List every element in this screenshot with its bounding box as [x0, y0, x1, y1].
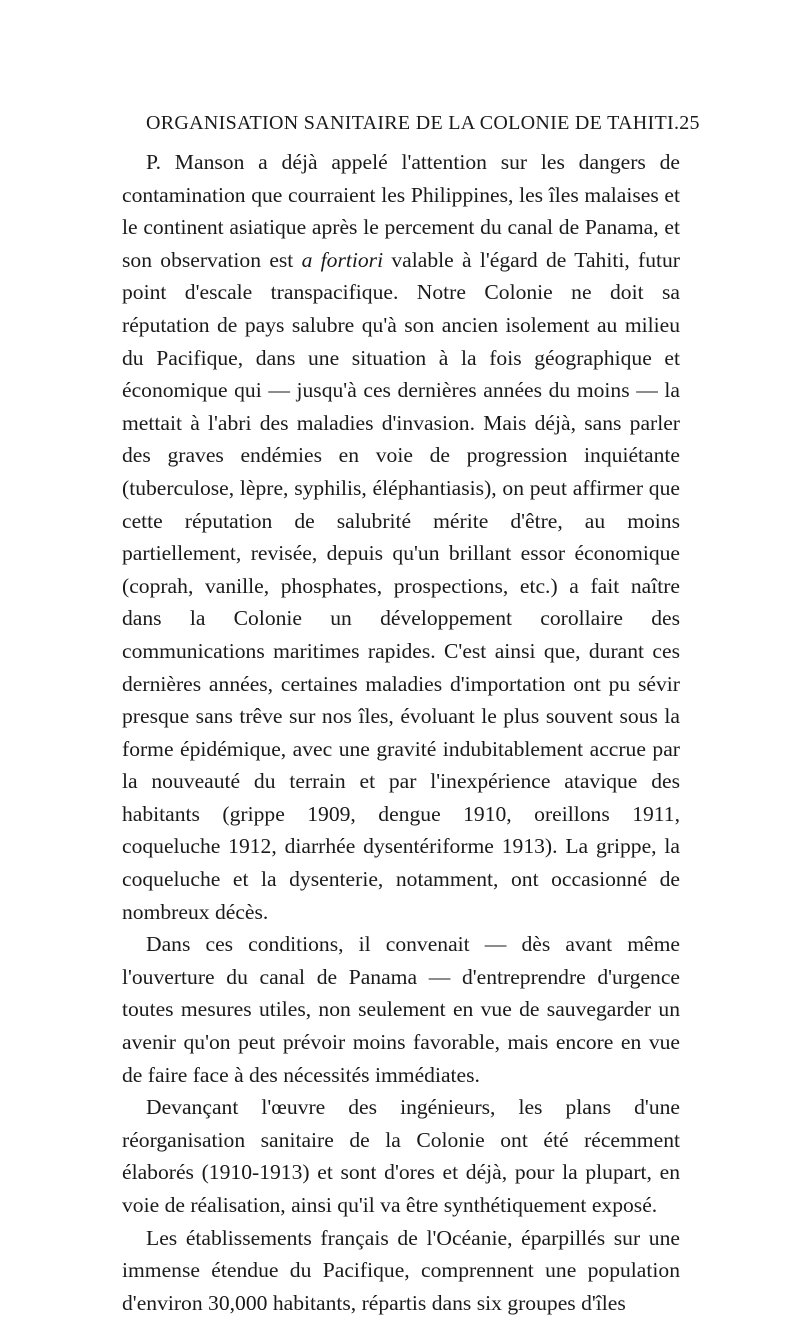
- body-text: [122, 146, 680, 1319]
- running-title: ORGANISATION SANITAIRE DE LA COLONIE DE TAHITI.: [146, 112, 680, 134]
- page-number: 25: [679, 112, 700, 134]
- paragraph-1-part-b: valable à l'égard de Tahiti, futur point d'escale transpacifique. Notre Colonie ne doit sa réputation de pays salubre qu'à son ancien isolement au milieu du Pacifique, dans une situation à la fois géographique et économique qui — jusqu'à ces dernières années du moins — la mettait à l'abri des maladies d'invasion. Mais déjà, sans parler des graves endémies en voie de progression inquiétante (tuberculose, lèpre, syphilis, éléphantiasis), on peut affirmer que cette réputation de salubrité mérite d'être, au moins partiellement, revisée, depuis qu'un brillant essor économique (coprah, vanille, phosphates, prospections, etc.) a fait naître dans la Colonie un développement corollaire des communications maritimes rapides. C'est ainsi que, durant ces dernières années, certaines maladies d'importation ont pu sévir presque sans trêve sur nos îles, évoluant le plus souvent sous la forme épidémique, avec une gravité indubitablement accrue par la nouveauté du terrain et par l'inexpérience atavique des habitants (grippe 1909, dengue 1910, oreillons 1911, coqueluche 1912, diarrhée dysentériforme 1913). La grippe, la coqueluche et la dysenterie, notamment, ont occasionné de nombreux décès.: [122, 247, 680, 924]
- italic-phrase: a fortiori: [301, 247, 384, 272]
- paragraph-3: Devançant l'œuvre des ingénieurs, les plans d'une réorganisation sanitaire de la Colonie ont été récemment élaborés (1910-1913) et sont d'ores et déjà, pour la plupart, en voie de réalisation, ainsi qu'il va être synthétiquement exposé.: [122, 1095, 680, 1217]
- running-header: [146, 112, 700, 135]
- paragraph-2: Dans ces conditions, il convenait — dès avant même l'ouverture du canal de Panama — d'entreprendre d'urgence toutes mesures utiles, non seulement en vue de sauvegarder un avenir qu'on peut prévoir moins favorable, mais encore en vue de faire face à des nécessités immédiates.: [122, 932, 680, 1087]
- paragraph-4: Les établissements français de l'Océanie, éparpillés sur une immense étendue du Pacifique, comprennent une population d'environ 30,000 habitants, répartis dans six groupes d'îles: [122, 1225, 680, 1315]
- paragraph-1-part-a: P. Manson a déjà appelé l'attention sur les dangers de contamination que courraient les Philippines, les îles malaises et le continent asiatique après le percement du canal de Panama, et son observation est: [122, 150, 680, 272]
- paragraph-1: [122, 146, 680, 928]
